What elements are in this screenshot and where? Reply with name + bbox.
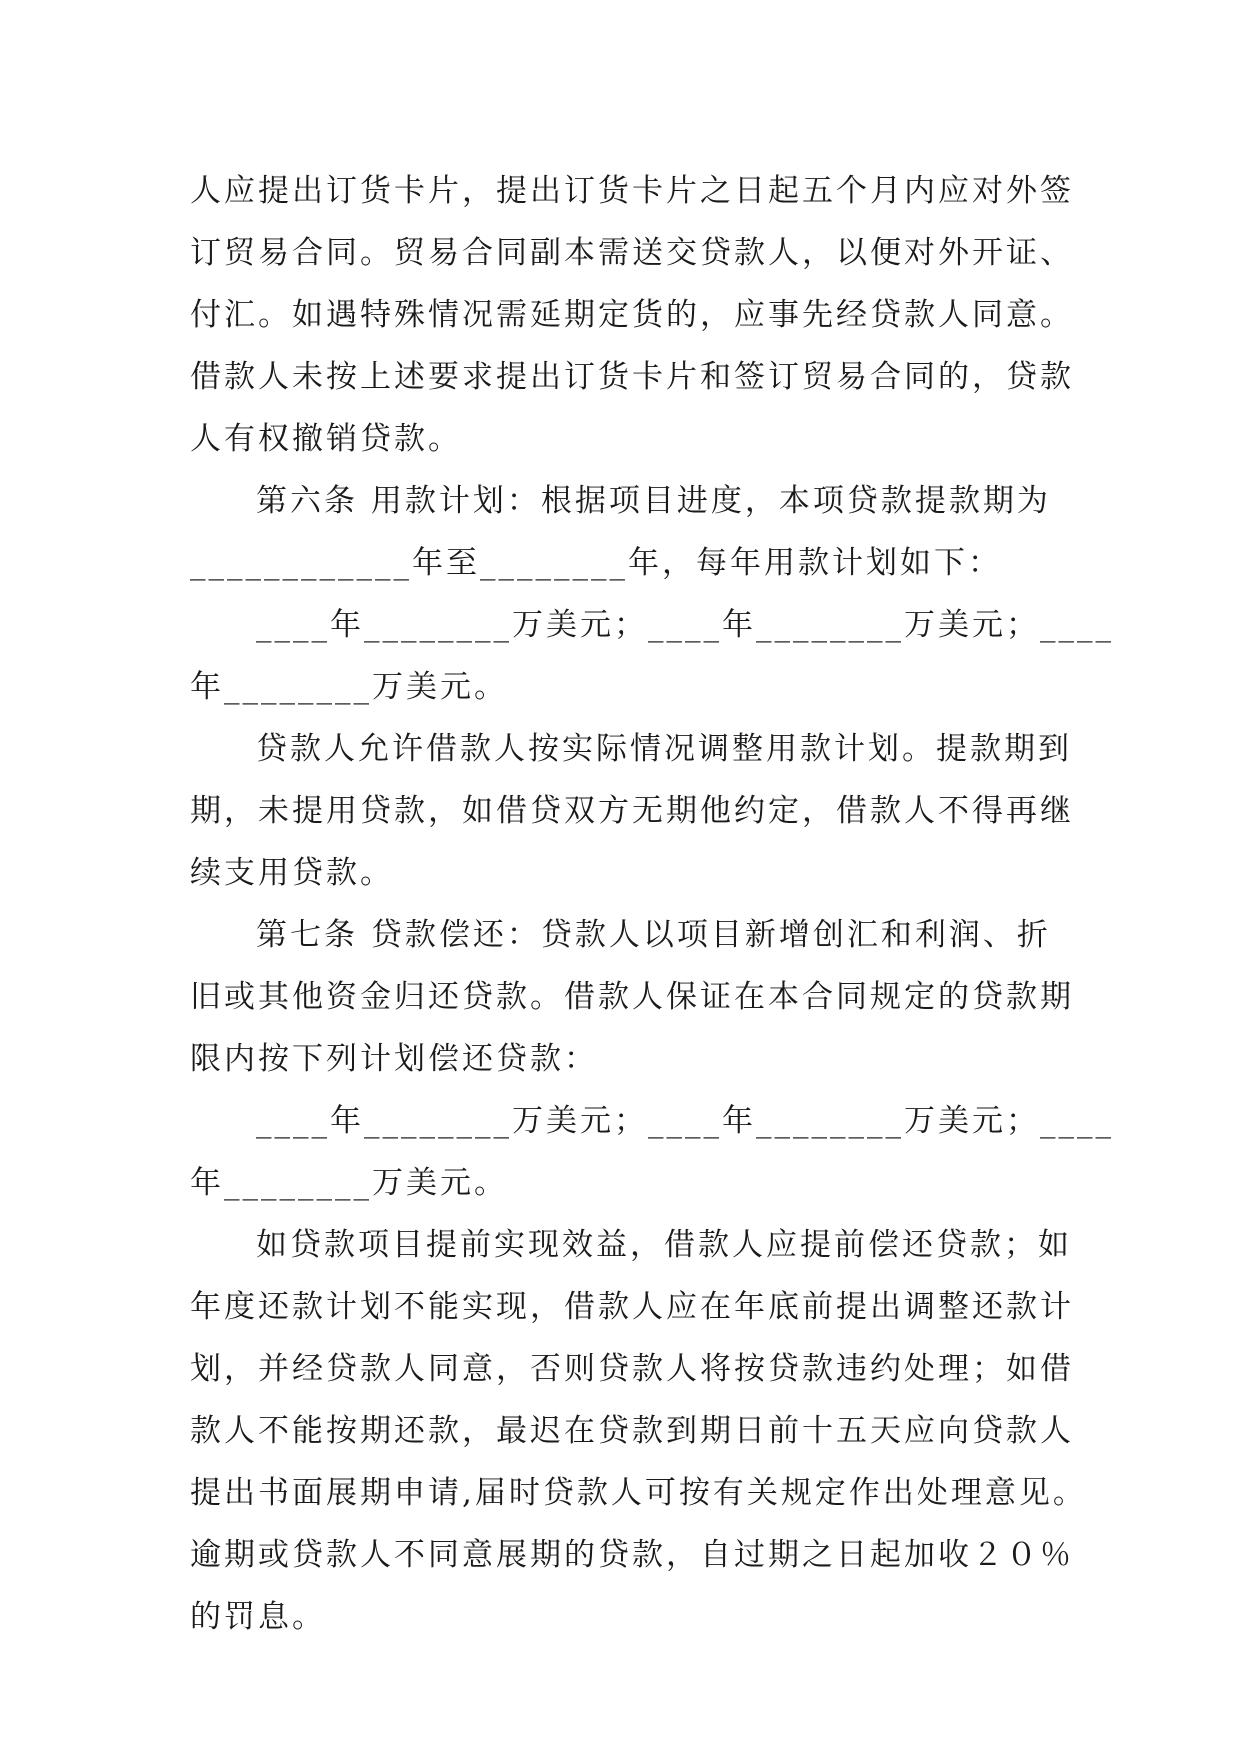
text-line: 款人不能按期还款，最迟在贷款到期日前十五天应向贷款人	[190, 1413, 1074, 1449]
text-line: 贷款人允许借款人按实际情况调整用款计划。提款期到	[256, 731, 1072, 767]
text-line: 第七条 贷款偿还：贷款人以项目新增创汇和利润、折	[256, 917, 1051, 953]
text-line: 年度还款计划不能实现，借款人应在年底前提出调整还款计	[190, 1289, 1074, 1325]
text-line: 期，未提用贷款，如借贷双方无期他约定，借款人不得再继	[190, 793, 1074, 829]
text-line: 逾期或贷款人不同意展期的贷款，自过期之日起加收２０％	[190, 1537, 1074, 1573]
text-line: ____年________万美元；____年________万美元；____	[256, 1103, 1114, 1139]
text-line: 借款人未按上述要求提出订货卡片和签订贸易合同的，贷款	[190, 359, 1074, 395]
text-line: 如贷款项目提前实现效益，借款人应提前偿还贷款；如	[256, 1227, 1072, 1263]
text-line: 订贸易合同。贸易合同副本需送交贷款人，以便对外开证、	[190, 235, 1074, 271]
text-line: 人有权撤销贷款。	[190, 421, 462, 457]
text-line: 人应提出订货卡片，提出订货卡片之日起五个月内应对外签	[190, 173, 1074, 209]
text-line: 年________万美元。	[190, 1165, 508, 1201]
text-line: ____________年至________年，每年用款计划如下：	[190, 545, 1002, 581]
text-line: 旧或其他资金归还贷款。借款人保证在本合同规定的贷款期	[190, 979, 1074, 1015]
contract-body	[190, 160, 1114, 1648]
text-line: 付汇。如遇特殊情况需延期定货的，应事先经贷款人同意。	[190, 297, 1074, 333]
text-line: 提出书面展期申请,届时贷款人可按有关规定作出处理意见。	[190, 1475, 1087, 1511]
text-line: ____年________万美元；____年________万美元；____	[256, 607, 1114, 643]
text-line: 年________万美元。	[190, 669, 508, 705]
text-line: 的罚息。	[190, 1599, 326, 1635]
text-line: 划，并经贷款人同意，否则贷款人将按贷款违约处理；如借	[190, 1351, 1074, 1387]
text-line: 续支用贷款。	[190, 855, 394, 891]
text-line: 限内按下列计划偿还贷款：	[190, 1041, 598, 1077]
text-line: 第六条 用款计划：根据项目进度，本项贷款提款期为	[256, 483, 1051, 519]
